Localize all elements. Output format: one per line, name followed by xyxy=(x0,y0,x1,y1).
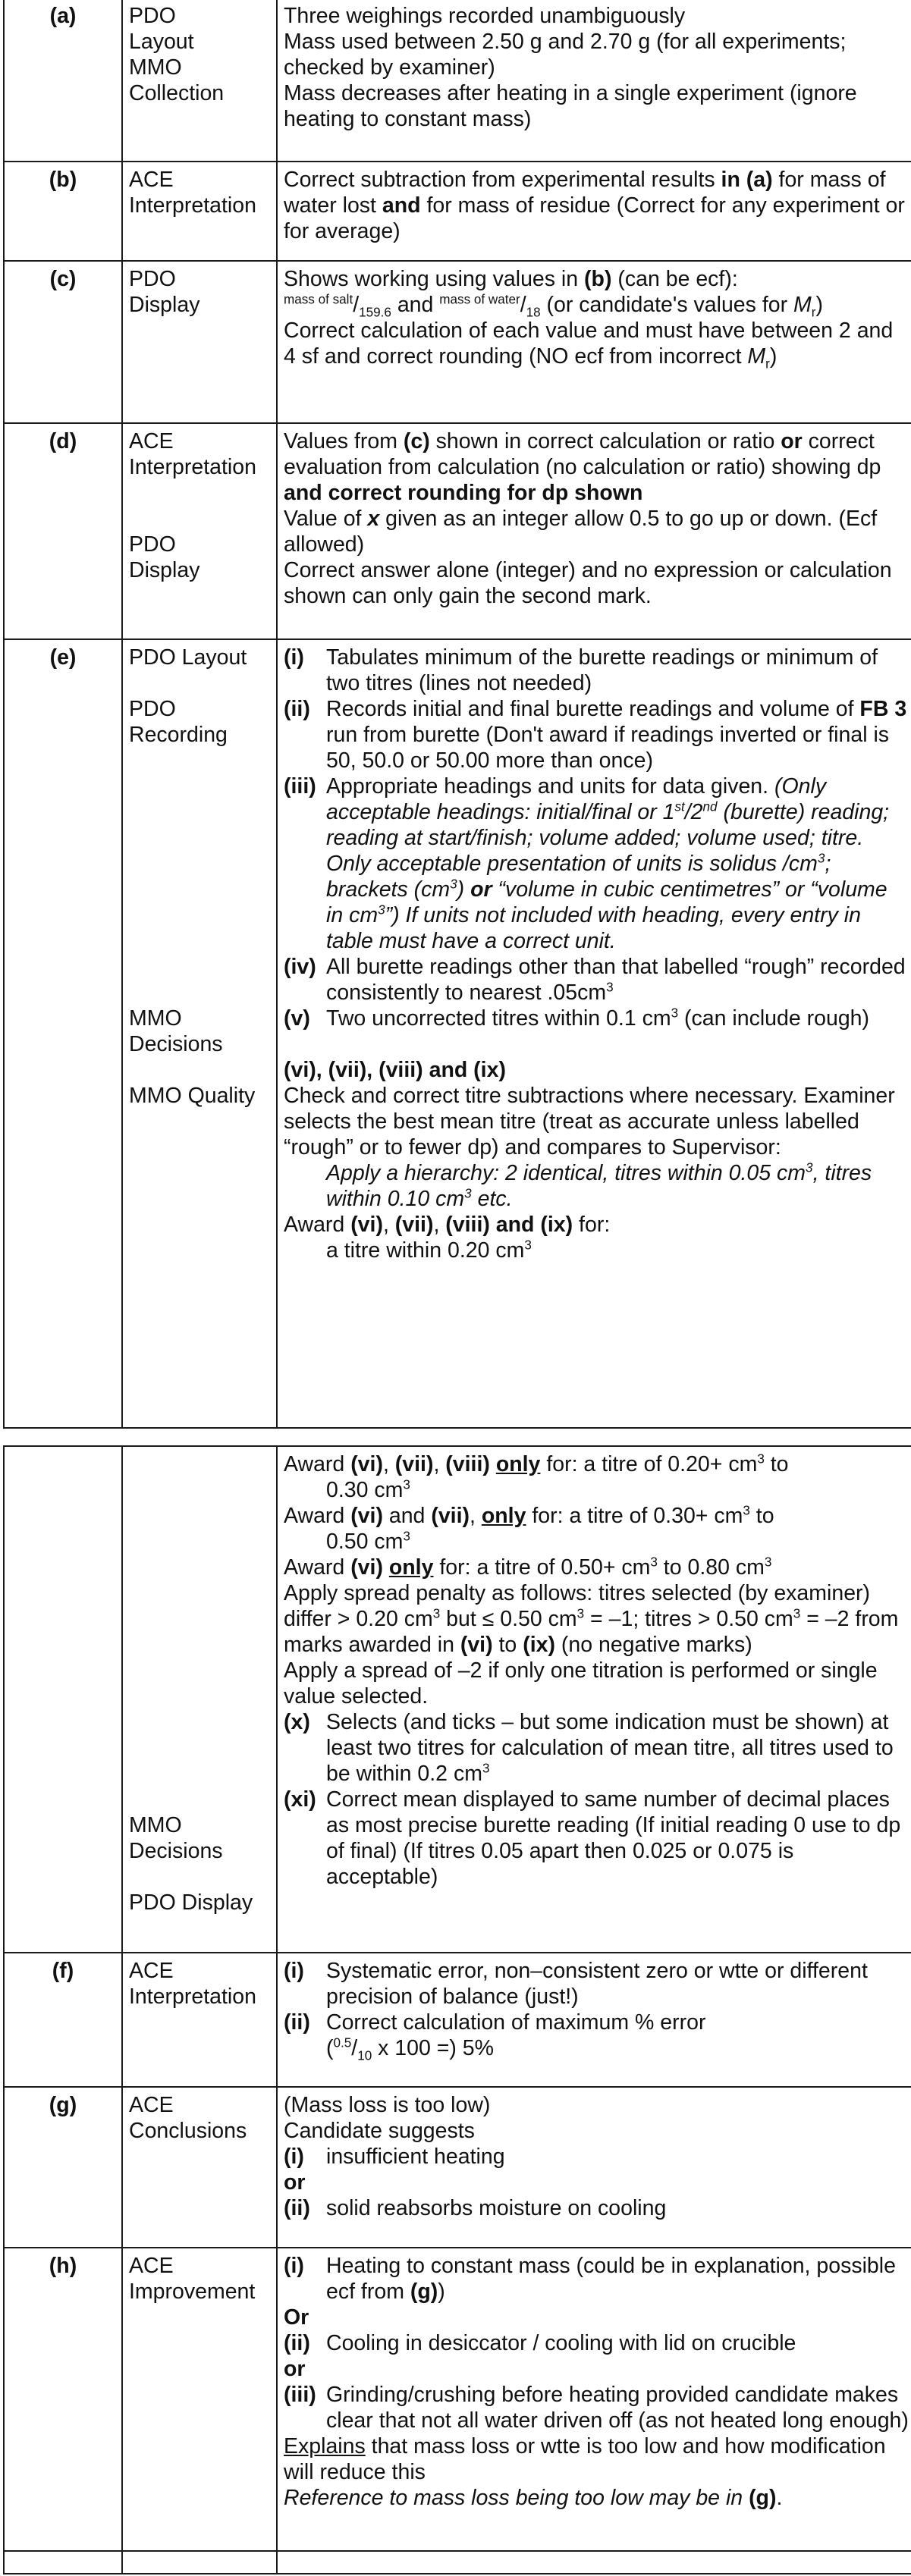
skill-label: Display xyxy=(129,558,200,582)
criterion-italic: ; brackets (cm xyxy=(326,852,831,902)
part-label: (g) xyxy=(4,2087,122,2248)
skill-cell xyxy=(122,423,277,639)
criterion-text: to xyxy=(749,1504,774,1528)
skill-label: ACE xyxy=(129,2093,174,2117)
criterion-bold: (ix) xyxy=(523,1633,555,1657)
spacer xyxy=(129,1864,270,1890)
criterion-line xyxy=(284,1477,909,1503)
criterion-text: . xyxy=(776,2486,783,2510)
criterion-line xyxy=(284,1212,909,1238)
criterion-bold: in (a) xyxy=(721,168,773,192)
criteria-cell xyxy=(277,0,911,162)
criterion-text: solid reabsorbs moisture on cooling xyxy=(326,2196,667,2220)
criterion-text: (can be ecf): xyxy=(611,267,738,291)
skill-cell xyxy=(122,639,277,1428)
criterion-text: for mass of residue (Correct for any experiment or for average) xyxy=(284,193,905,243)
superscript: 3 xyxy=(403,1477,410,1492)
skill-label: Interpretation xyxy=(129,193,256,218)
skill-label: ACE xyxy=(129,2254,174,2278)
criterion-text: Award xyxy=(284,1504,351,1528)
criterion-line xyxy=(284,2356,909,2382)
x-symbol: x xyxy=(367,507,380,531)
criterion-bold: (vii) xyxy=(394,1213,434,1237)
criterion-text: run from burette (Don't award if readings inverted or final is 50, 50.0 or 50.00 more than once) xyxy=(326,723,890,773)
criterion-line xyxy=(284,2485,909,2511)
criterion-text: Apply a spread of –2 if only one titration is performed or single value selected. xyxy=(284,1658,878,1708)
criterion-text: Correct calculation of maximum % error ($^{0.5}/_{10}$ x 100 =) 5% xyxy=(326,2010,706,2063)
criterion-text: , xyxy=(382,1213,395,1237)
formula-line: $^{mass of salt}/_{159.6}$ and $^{mass of water}/_{18}$ (or candidate's values for $M_r$) xyxy=(284,292,823,320)
fraction-numerator: mass of water xyxy=(439,292,520,307)
skill-label: PDO xyxy=(129,697,176,721)
row-trailing xyxy=(4,2551,911,2574)
skill-label: MMO xyxy=(129,1813,182,1837)
criteria-cell xyxy=(277,1446,911,1953)
criterion-text: Mass decreases after heating in a single experiment (ignore heating to constant mass) xyxy=(284,81,857,131)
criterion-bold-underlined: only xyxy=(481,1504,526,1528)
criterion-text: Candidate suggests xyxy=(284,2119,475,2143)
criterion-text: (can include rough) xyxy=(678,1006,870,1031)
criterion-item xyxy=(284,696,909,773)
criterion-text: Three weighings recorded unambiguously xyxy=(284,4,686,28)
mr-symbol: M xyxy=(747,344,766,369)
skill-label: Layout xyxy=(129,30,194,54)
criterion-text: (no negative marks) xyxy=(554,1633,752,1657)
criterion-italic: “volume in cubic centimetres” or “volume in cm xyxy=(326,877,887,927)
criterion-italic: , titres within 0.10 cm xyxy=(326,1161,872,1211)
criterion-line xyxy=(284,1451,909,1477)
skill-cell xyxy=(122,0,277,162)
criterion-text xyxy=(326,1006,869,1031)
criterion-bold: or xyxy=(781,429,803,453)
criterion-text: Grinding/crushing before heating provided candidate makes clear that not all water driven off (as not heated long enough) xyxy=(326,2383,909,2433)
skill-label: Decisions xyxy=(129,1839,223,1863)
criterion-text: but ≤ 0.50 cm xyxy=(440,1607,577,1631)
mr-subscript: r xyxy=(811,305,816,320)
criterion-bold: and correct rounding for dp shown xyxy=(284,481,643,505)
skill-label: Collection xyxy=(129,81,225,105)
superscript: 3 xyxy=(403,1529,410,1544)
criterion-text: , xyxy=(470,1504,482,1528)
skill-cell xyxy=(122,2087,277,2248)
criterion-line xyxy=(284,1580,909,1658)
superscript: 3 xyxy=(757,1451,765,1467)
part-label: (b) xyxy=(4,162,122,261)
item-number: (i) xyxy=(284,2145,304,2169)
criterion-bold: (c) xyxy=(403,429,430,453)
item-number: (iv) xyxy=(284,955,316,979)
mr-symbol: M xyxy=(793,293,812,317)
spacer xyxy=(284,1031,909,1057)
spacer xyxy=(129,480,270,532)
criterion-bold: (viii) and (ix) xyxy=(445,1213,573,1237)
superscript: 3 xyxy=(482,1761,490,1776)
criterion-italic: etc. xyxy=(471,1187,513,1211)
criteria-cell xyxy=(277,261,911,423)
fraction-numerator: 0.5 xyxy=(333,2035,352,2050)
superscript: nd xyxy=(702,799,718,814)
skill-cell xyxy=(122,261,277,423)
part-label: (a) xyxy=(4,0,122,162)
criterion-item xyxy=(284,773,909,954)
criterion-item xyxy=(284,2144,909,2170)
criterion-bold: (vi) xyxy=(460,1633,493,1657)
mark-scheme-table-2 xyxy=(3,1445,911,2574)
criterion-italic: (burette) reading; reading at start/finish; volume added; volume used; titre. Only acceptable presentation of units is solidus /cm xyxy=(326,800,890,876)
part-label: (h) xyxy=(4,2248,122,2551)
criterion-bold: (g) xyxy=(410,2279,438,2304)
empty-cell xyxy=(277,2551,911,2574)
fraction-denominator: 159.6 xyxy=(359,305,391,320)
criterion-text xyxy=(383,1555,389,1580)
criterion-bold: (vi), (vii), (viii) and (ix) xyxy=(284,1058,506,1082)
criterion-bold: (vi) xyxy=(350,1504,383,1528)
criterion-text: for: a titre of 0.50+ cm xyxy=(433,1555,651,1580)
superscript: 3 xyxy=(606,980,614,995)
item-number: (i) xyxy=(284,2254,304,2278)
spacer xyxy=(129,670,270,696)
criterion-text: Cooling in desiccator / cooling with lid on crucible xyxy=(326,2331,796,2355)
skill-label: Decisions xyxy=(129,1032,223,1056)
skill-label: PDO Layout xyxy=(129,645,247,670)
criterion-text xyxy=(326,954,909,1006)
skill-label: MMO xyxy=(129,55,182,80)
criterion-line xyxy=(284,506,909,557)
criterion-text: and xyxy=(382,1504,432,1528)
skill-cell xyxy=(122,2248,277,2551)
criterion-text: , xyxy=(433,1213,446,1237)
criterion-text: Correct mean displayed to same number of decimal places as most precise burette reading (If initial reading 0 use to dp of final) (If titres 0.05 apart then 0.025 or 0.075 is acceptable) xyxy=(326,1787,901,1889)
criterion-bold: or xyxy=(284,2170,306,2195)
criterion-text: to 0.80 cm xyxy=(657,1555,765,1580)
item-number: (ii) xyxy=(284,2331,310,2355)
criterion-text: that mass loss or wtte is too low and how modification will reduce this xyxy=(284,2434,886,2484)
criterion-text: = –2 from marks awarded in xyxy=(284,1607,899,1657)
skill-label: PDO xyxy=(129,4,176,28)
criterion-bold: (vi) xyxy=(350,1555,383,1580)
item-number: (ii) xyxy=(284,2010,310,2035)
superscript: 3 xyxy=(450,877,457,892)
criterion-text xyxy=(326,773,909,954)
criterion-text: All burette readings other than that labelled “rough” recorded consistently to nearest .05cm xyxy=(326,955,906,1005)
criterion-bold: FB 3 xyxy=(859,697,907,721)
criterion-item xyxy=(284,645,909,696)
superscript: 3 xyxy=(743,1503,750,1518)
criterion-text: Records initial and final burette readings and volume of xyxy=(326,697,860,721)
superscript: 3 xyxy=(764,1555,772,1570)
mark-scheme-table-1 xyxy=(3,0,911,1429)
criteria-cell xyxy=(277,423,911,639)
row-e-continued xyxy=(4,1446,911,1953)
criteria-cell xyxy=(277,639,911,1428)
item-number: (i) xyxy=(284,1959,304,1983)
criterion-text: Values from xyxy=(284,429,404,453)
criterion-text: (Mass loss is too low) xyxy=(284,2093,491,2117)
superscript: st xyxy=(674,799,685,814)
criterion-line xyxy=(284,2305,909,2330)
skill-label: PDO xyxy=(129,267,176,291)
criterion-bold: (g) xyxy=(749,2486,777,2510)
criterion-text: shown in correct calculation or ratio xyxy=(429,429,781,453)
criterion-bold-underlined: only xyxy=(388,1555,434,1580)
criterion-text: Tabulates minimum of the burette readings or minimum of two titres (lines not needed) xyxy=(326,645,878,695)
skill-label: Interpretation xyxy=(129,1985,256,2009)
skill-label: MMO xyxy=(129,1006,182,1031)
fraction-denominator: 10 xyxy=(357,2048,372,2063)
row-f xyxy=(4,1953,911,2087)
criterion-text: to xyxy=(764,1452,789,1476)
criterion-text: ) xyxy=(769,344,777,369)
criterion-text: given as an integer allow 0.5 to go up or down. (Ecf allowed) xyxy=(284,507,878,557)
criterion-line xyxy=(284,428,909,506)
criterion-item xyxy=(284,2253,909,2305)
criterion-italic: ) xyxy=(457,877,471,902)
criterion-bold: (vii) xyxy=(431,1504,470,1528)
criterion-line xyxy=(284,1238,909,1263)
criterion-line xyxy=(284,2170,909,2195)
fraction-numerator: mass of salt xyxy=(284,292,353,307)
criterion-text: x 100 =) 5% xyxy=(372,2036,495,2060)
criterion-text: Correct calculation of maximum % error xyxy=(326,2010,706,2035)
criterion-bold: (vii) xyxy=(394,1452,434,1476)
criterion-item xyxy=(284,2195,909,2221)
criterion-text: and xyxy=(391,293,440,317)
criterion-item xyxy=(284,1709,909,1787)
spacer xyxy=(129,748,270,851)
criterion-text: (or candidate's values for xyxy=(540,293,793,317)
criterion-text: for: xyxy=(573,1213,611,1237)
skill-label: ACE xyxy=(129,429,174,453)
spacer xyxy=(129,1057,270,1083)
item-number: (xi) xyxy=(284,1787,316,1812)
criterion-text xyxy=(326,2253,909,2305)
item-number: (iii) xyxy=(284,774,316,799)
criterion-item xyxy=(284,1958,909,2010)
criterion-text: Mass used between 2.50 g and 2.70 g (for all experiments; checked by examiner) xyxy=(284,30,847,80)
criterion-text: Correct calculation of each value and must have between 2 and 4 sf and correct rounding (NO ecf from incorrect xyxy=(284,318,894,369)
criterion-text: ) xyxy=(438,2279,445,2304)
criterion-italic: Apply a hierarchy: 2 identical, titres within 0.05 cm xyxy=(326,1161,806,1185)
criterion-text: , xyxy=(382,1452,395,1476)
criterion-item xyxy=(284,2382,909,2433)
criterion-text xyxy=(490,1452,496,1476)
criterion-bold: or xyxy=(470,877,492,902)
skill-label: PDO Display xyxy=(129,1890,253,1915)
criterion-text: insufficient heating xyxy=(326,2145,505,2169)
criterion-bold: or xyxy=(284,2357,306,2381)
criterion-text: Value of xyxy=(284,507,368,531)
spacer xyxy=(129,954,270,1006)
part-label: (e) xyxy=(4,639,122,1428)
superscript: 3 xyxy=(806,1160,813,1175)
criterion-line xyxy=(284,1503,909,1529)
spacer xyxy=(129,1555,270,1658)
spacer xyxy=(129,851,270,954)
item-number: (iii) xyxy=(284,2383,316,2407)
criterion-text: a titre within 0.20 cm xyxy=(326,1238,525,1263)
criterion-text: Award xyxy=(284,1213,351,1237)
row-e xyxy=(4,639,911,1428)
spacer xyxy=(129,1658,270,1761)
criterion-text: ) xyxy=(815,293,823,317)
criterion-text: Heating to constant mass (could be in explanation, possible ecf from xyxy=(326,2254,896,2304)
criterion-underlined: Explains xyxy=(284,2434,366,2458)
criterion-text: Correct answer alone (integer) and no expression or calculation shown can only gain the second mark. xyxy=(284,558,892,608)
criterion-bold-underlined: only xyxy=(495,1452,541,1476)
criterion-text: Systematic error, non–consistent zero or wtte or different precision of balance (just!) xyxy=(326,1959,868,2009)
superscript: 3 xyxy=(650,1555,658,1570)
row-a xyxy=(4,0,911,162)
skill-cell xyxy=(122,1953,277,2087)
row-c xyxy=(4,261,911,423)
item-number: (x) xyxy=(284,1710,310,1734)
criterion-text: = –1; titres > 0.50 cm xyxy=(584,1607,793,1631)
criterion-text: , xyxy=(433,1452,446,1476)
criterion-line xyxy=(284,1555,909,1580)
row-h xyxy=(4,2248,911,2551)
superscript: 3 xyxy=(464,1186,472,1201)
skill-label: Conclusions xyxy=(129,2119,247,2143)
superscript: 3 xyxy=(793,1606,801,1621)
skill-label: MMO Quality xyxy=(129,1084,256,1108)
superscript: 3 xyxy=(524,1238,532,1253)
criterion-text xyxy=(326,696,909,773)
criterion-text: for: a titre of 0.20+ cm xyxy=(540,1452,758,1476)
criterion-item xyxy=(284,1006,909,1031)
criterion-text: Award xyxy=(284,1452,351,1476)
criterion-item xyxy=(284,954,909,1006)
superscript: 3 xyxy=(817,851,825,866)
item-number: (ii) xyxy=(284,697,310,721)
criterion-text: 0.50 cm xyxy=(326,1530,404,1554)
criterion-text: for: a titre of 0.30+ cm xyxy=(526,1504,743,1528)
criterion-italic: /2 xyxy=(684,800,703,824)
item-number: (i) xyxy=(284,645,304,670)
skill-label: PDO xyxy=(129,532,176,557)
part-label: (d) xyxy=(4,423,122,639)
criterion-line xyxy=(284,1529,909,1555)
criteria-cell xyxy=(277,162,911,261)
criterion-text: for mass of water lost xyxy=(284,168,886,218)
item-number: (ii) xyxy=(284,2196,310,2220)
skill-label: Improvement xyxy=(129,2279,256,2304)
skill-cell xyxy=(122,1446,277,1953)
criterion-bold: (vi) xyxy=(350,1213,383,1237)
criterion-text: correct evaluation from calculation (no calculation or ratio) showing dp xyxy=(284,429,881,479)
criterion-text: to xyxy=(492,1633,523,1657)
fraction-denominator: 18 xyxy=(526,305,541,320)
empty-cell xyxy=(4,2551,122,2574)
criterion-line xyxy=(284,318,909,372)
item-number: (v) xyxy=(284,1006,310,1031)
superscript: 3 xyxy=(671,1006,679,1021)
criterion-text: Two uncorrected titres within 0.1 cm xyxy=(326,1006,671,1031)
criterion-text: Award xyxy=(284,1555,351,1580)
spacer xyxy=(129,1451,270,1555)
spacer xyxy=(129,1761,270,1812)
skill-label: ACE xyxy=(129,168,174,192)
criterion-line xyxy=(284,2433,909,2485)
criterion-text: 0.30 cm xyxy=(326,1478,404,1502)
criterion-item xyxy=(284,2330,909,2356)
superscript: 3 xyxy=(432,1606,441,1621)
criteria-cell xyxy=(277,1953,911,2087)
criteria-cell xyxy=(277,2248,911,2551)
part-label: (c) xyxy=(4,261,122,423)
criterion-bold: and xyxy=(382,193,421,218)
part-label: (f) xyxy=(4,1953,122,2087)
superscript: 3 xyxy=(378,902,385,918)
row-d xyxy=(4,423,911,639)
criterion-text xyxy=(326,1709,909,1787)
criterion-line xyxy=(284,1160,909,1212)
criterion-text: Check and correct titre subtractions where necessary. Examiner selects the best mean titre (treat as accurate unless labelled “rough” or to fewer dp) and compares to Supervisor: xyxy=(284,1084,895,1159)
row-g xyxy=(4,2087,911,2248)
superscript: 3 xyxy=(576,1606,585,1621)
criterion-bold: (b) xyxy=(584,267,612,291)
criterion-item xyxy=(284,2010,909,2061)
criterion-bold: Or xyxy=(284,2305,309,2330)
mr-subscript: r xyxy=(765,356,770,372)
row-b xyxy=(4,162,911,261)
skill-cell xyxy=(122,162,277,261)
criterion-bold: (vi) xyxy=(350,1452,383,1476)
criteria-cell xyxy=(277,2087,911,2248)
criterion-line xyxy=(284,1057,909,1083)
criterion-text: Selects (and ticks – but some indication must be shown) at least two titres for calculation of mean titre, all titres used to be within 0.2 cm xyxy=(326,1710,894,1786)
part-label-empty xyxy=(4,1446,122,1953)
criterion-line xyxy=(284,266,909,292)
skill-label: Display xyxy=(129,293,200,317)
criterion-italic: ”) If units not included with heading, every entry in table must have a correct unit. xyxy=(326,903,861,953)
criterion-text: Apply spread penalty as follows: titres selected (by examiner) differ > 0.20 cm xyxy=(284,1581,871,1631)
criterion-italic: Reference to mass loss being too low may be in xyxy=(284,2486,749,2510)
skill-label: ACE xyxy=(129,1959,174,1983)
criterion-bold: (viii) xyxy=(445,1452,490,1476)
skill-label: Recording xyxy=(129,723,228,747)
criterion-text: Correct subtraction from experimental results xyxy=(284,168,721,192)
criterion-text: Shows working using values in xyxy=(284,267,585,291)
skill-label: Interpretation xyxy=(129,455,256,479)
criterion-item xyxy=(284,1787,909,1890)
criterion-italic: (Only acceptable headings: initial/final or 1 xyxy=(326,774,827,824)
criterion-text: Appropriate headings and units for data given. xyxy=(326,774,774,799)
empty-cell xyxy=(122,2551,277,2574)
